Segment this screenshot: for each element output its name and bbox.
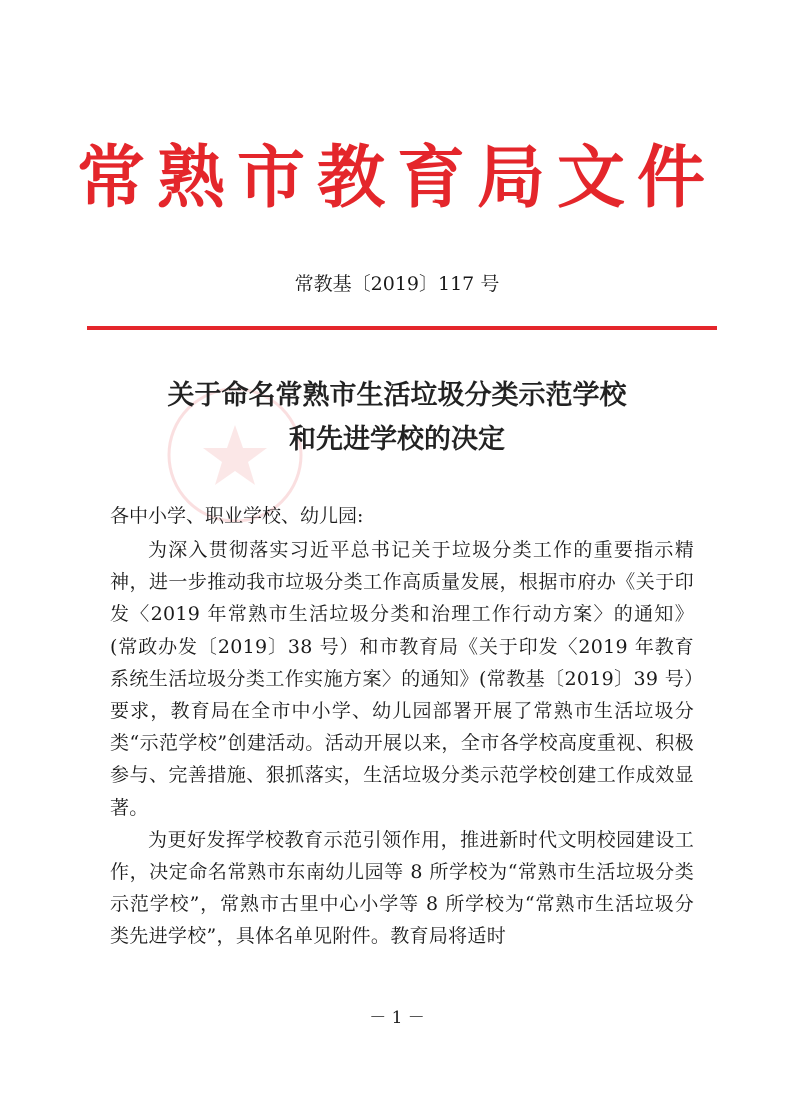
document-number: 常教基〔2019〕117 号	[294, 273, 500, 295]
masthead-title: 常熟市教育局文件	[76, 138, 717, 218]
paragraph-2: 为更好发挥学校教育示范引领作用，推进新时代文明校园建设工作，决定命名常熟市东南幼儿园等 8 所学校为“常熟市生活垃圾分类示范学校”，常熟市古里中心小学等 8 所学校为“常熟市生活垃圾分类先进学校”，具体名单见附件。教育局将适时	[110, 828, 694, 948]
red-divider	[87, 326, 717, 330]
page-number: － 1 －	[369, 1008, 425, 1028]
title-line-1: 关于命名常熟市生活垃圾分类示范学校	[167, 380, 627, 411]
title-line-2: 和先进学校的决定	[289, 424, 505, 455]
document-title	[0, 374, 794, 462]
body-text	[110, 534, 694, 953]
paragraph-1: 为深入贯彻落实习近平总书记关于垃圾分类工作的重要指示精神，进一步推动我市垃圾分类工作高质量发展，根据市府办《关于印发〈2019 年常熟市生活垃圾分类和治理工作行动方案〉的通知》(常政办发〔2019〕38 号）和市教育局《关于印发〈2019 年教育系统生活垃圾分类工作实施方案〉的通知》(常教基〔2019〕39 号）要求，教育局在全市中小学、幼儿园部署开展了常熟市生活垃圾分类“示范学校”创建活动。活动开展以来，全市各学校高度重视、积极参与、完善措施、狠抓落实，生活垃圾分类示范学校创建工作成效显著。	[110, 539, 694, 819]
salutation: 各中小学、职业学校、幼儿园:	[110, 505, 364, 527]
